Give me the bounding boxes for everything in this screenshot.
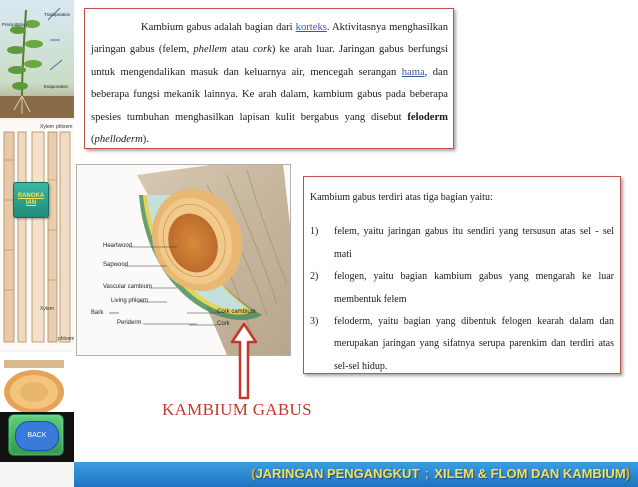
vascular-cambium-label: Vascular cambium bbox=[103, 284, 152, 290]
list-item bbox=[310, 221, 614, 266]
footer-part1: JARINGAN PENGANGKUT bbox=[255, 466, 420, 481]
rangkaian-button[interactable] bbox=[13, 182, 49, 218]
list-item bbox=[310, 311, 614, 378]
footer-bar bbox=[74, 462, 638, 487]
pointer-arrow-icon bbox=[229, 322, 259, 400]
precipitation-label: Precipitation bbox=[2, 22, 27, 27]
paragraph-text: atau bbox=[226, 44, 253, 56]
list-text: feloderm, yaitu bagian yang dibentuk felogen kearah dalam dan merupakan jaringan yang sifatnya serupa parenkim dan terdiri atas sel-sel hidup. bbox=[334, 316, 614, 372]
paragraph-text: ( bbox=[91, 134, 95, 146]
list-number: 3) bbox=[310, 316, 319, 328]
xylem-phloem-image bbox=[0, 120, 74, 350]
cork-term: cork bbox=[252, 44, 272, 56]
xylem-label-top: Xylem bbox=[40, 124, 54, 130]
bark-label: Bark bbox=[91, 310, 104, 316]
footer-separator: ; bbox=[425, 466, 429, 481]
cork-label: Cork bbox=[217, 321, 230, 327]
footer-part2: XILEM & FLOM DAN KAMBIUM bbox=[434, 466, 626, 481]
footer-close-paren: ) bbox=[625, 466, 630, 481]
korteks-link[interactable]: korteks bbox=[295, 22, 327, 33]
paragraph-text: , dan beberapa fungsi mekanik lainnya. Ke arah dalam, kambium gabus pada beberapa spesies tumbuhan menghasilkan lapisan kulit bergabus yang disebut bbox=[91, 66, 448, 123]
hama-link[interactable]: hama bbox=[401, 66, 425, 78]
back-button[interactable] bbox=[8, 414, 64, 456]
list-text: felem, yaitu jaringan gabus itu sendiri yang tersusun atas sel - sel mati bbox=[334, 226, 614, 260]
heartwood-label: Heartwood bbox=[103, 243, 133, 249]
paragraph-text: Kambium gabus adalah bagian dari bbox=[141, 22, 296, 33]
rangkaian-button-label: RANGKA IAN bbox=[17, 193, 45, 206]
footer-open-paren: ( bbox=[251, 466, 256, 481]
phellem-term: phellem bbox=[193, 44, 227, 56]
paragraph-text: . Aktivitasnya menghasilkan jaringan gabus (felem, bbox=[91, 22, 448, 56]
list-number: 1) bbox=[310, 226, 319, 238]
transpiration-label: Transpiration bbox=[44, 12, 71, 17]
intro-paragraph-box bbox=[84, 8, 454, 149]
xylem-label-bottom: Xylem bbox=[40, 306, 54, 312]
list-number: 2) bbox=[310, 271, 319, 283]
plant-illustration bbox=[0, 0, 74, 118]
list-item bbox=[310, 266, 614, 311]
kambium-gabus-caption: KAMBIUM GABUS bbox=[162, 400, 312, 419]
footer-title bbox=[251, 466, 630, 481]
phloem-label-top: phloem bbox=[56, 124, 73, 130]
evaporation-label: Evaporation bbox=[44, 84, 69, 89]
phloem-label-bottom: phloem bbox=[58, 336, 74, 342]
cork-cambium-label: Cork cambium bbox=[217, 309, 256, 315]
info-intro: Kambium gabus terdiri atas tiga bagian yaitu: bbox=[310, 192, 493, 203]
list-text: felogen, yaitu bagian kambium gabus yang mengarah ke luar membentuk felem bbox=[334, 271, 614, 305]
paragraph-text: ) ke arah luar. Jaringan gabus berfungsi untuk mengendalikan masuk dan keluarnya air, mencegah serangan bbox=[91, 44, 448, 78]
water-cycle-image bbox=[0, 0, 74, 118]
living-phloem-label: Living phloem bbox=[111, 298, 149, 304]
stem-cross-section-image bbox=[0, 352, 74, 412]
back-button-label: BACK bbox=[15, 421, 59, 451]
paragraph-text: ). bbox=[142, 134, 149, 146]
cork-cambium-parts-box bbox=[303, 176, 621, 374]
vessel-illustration bbox=[0, 120, 74, 350]
periderm-label: Periderm bbox=[117, 320, 142, 326]
sapwood-label: Sapwood bbox=[103, 262, 129, 268]
feloderm-term: feloderm bbox=[407, 111, 448, 123]
phelloderm-term: phelloderm bbox=[94, 134, 143, 146]
